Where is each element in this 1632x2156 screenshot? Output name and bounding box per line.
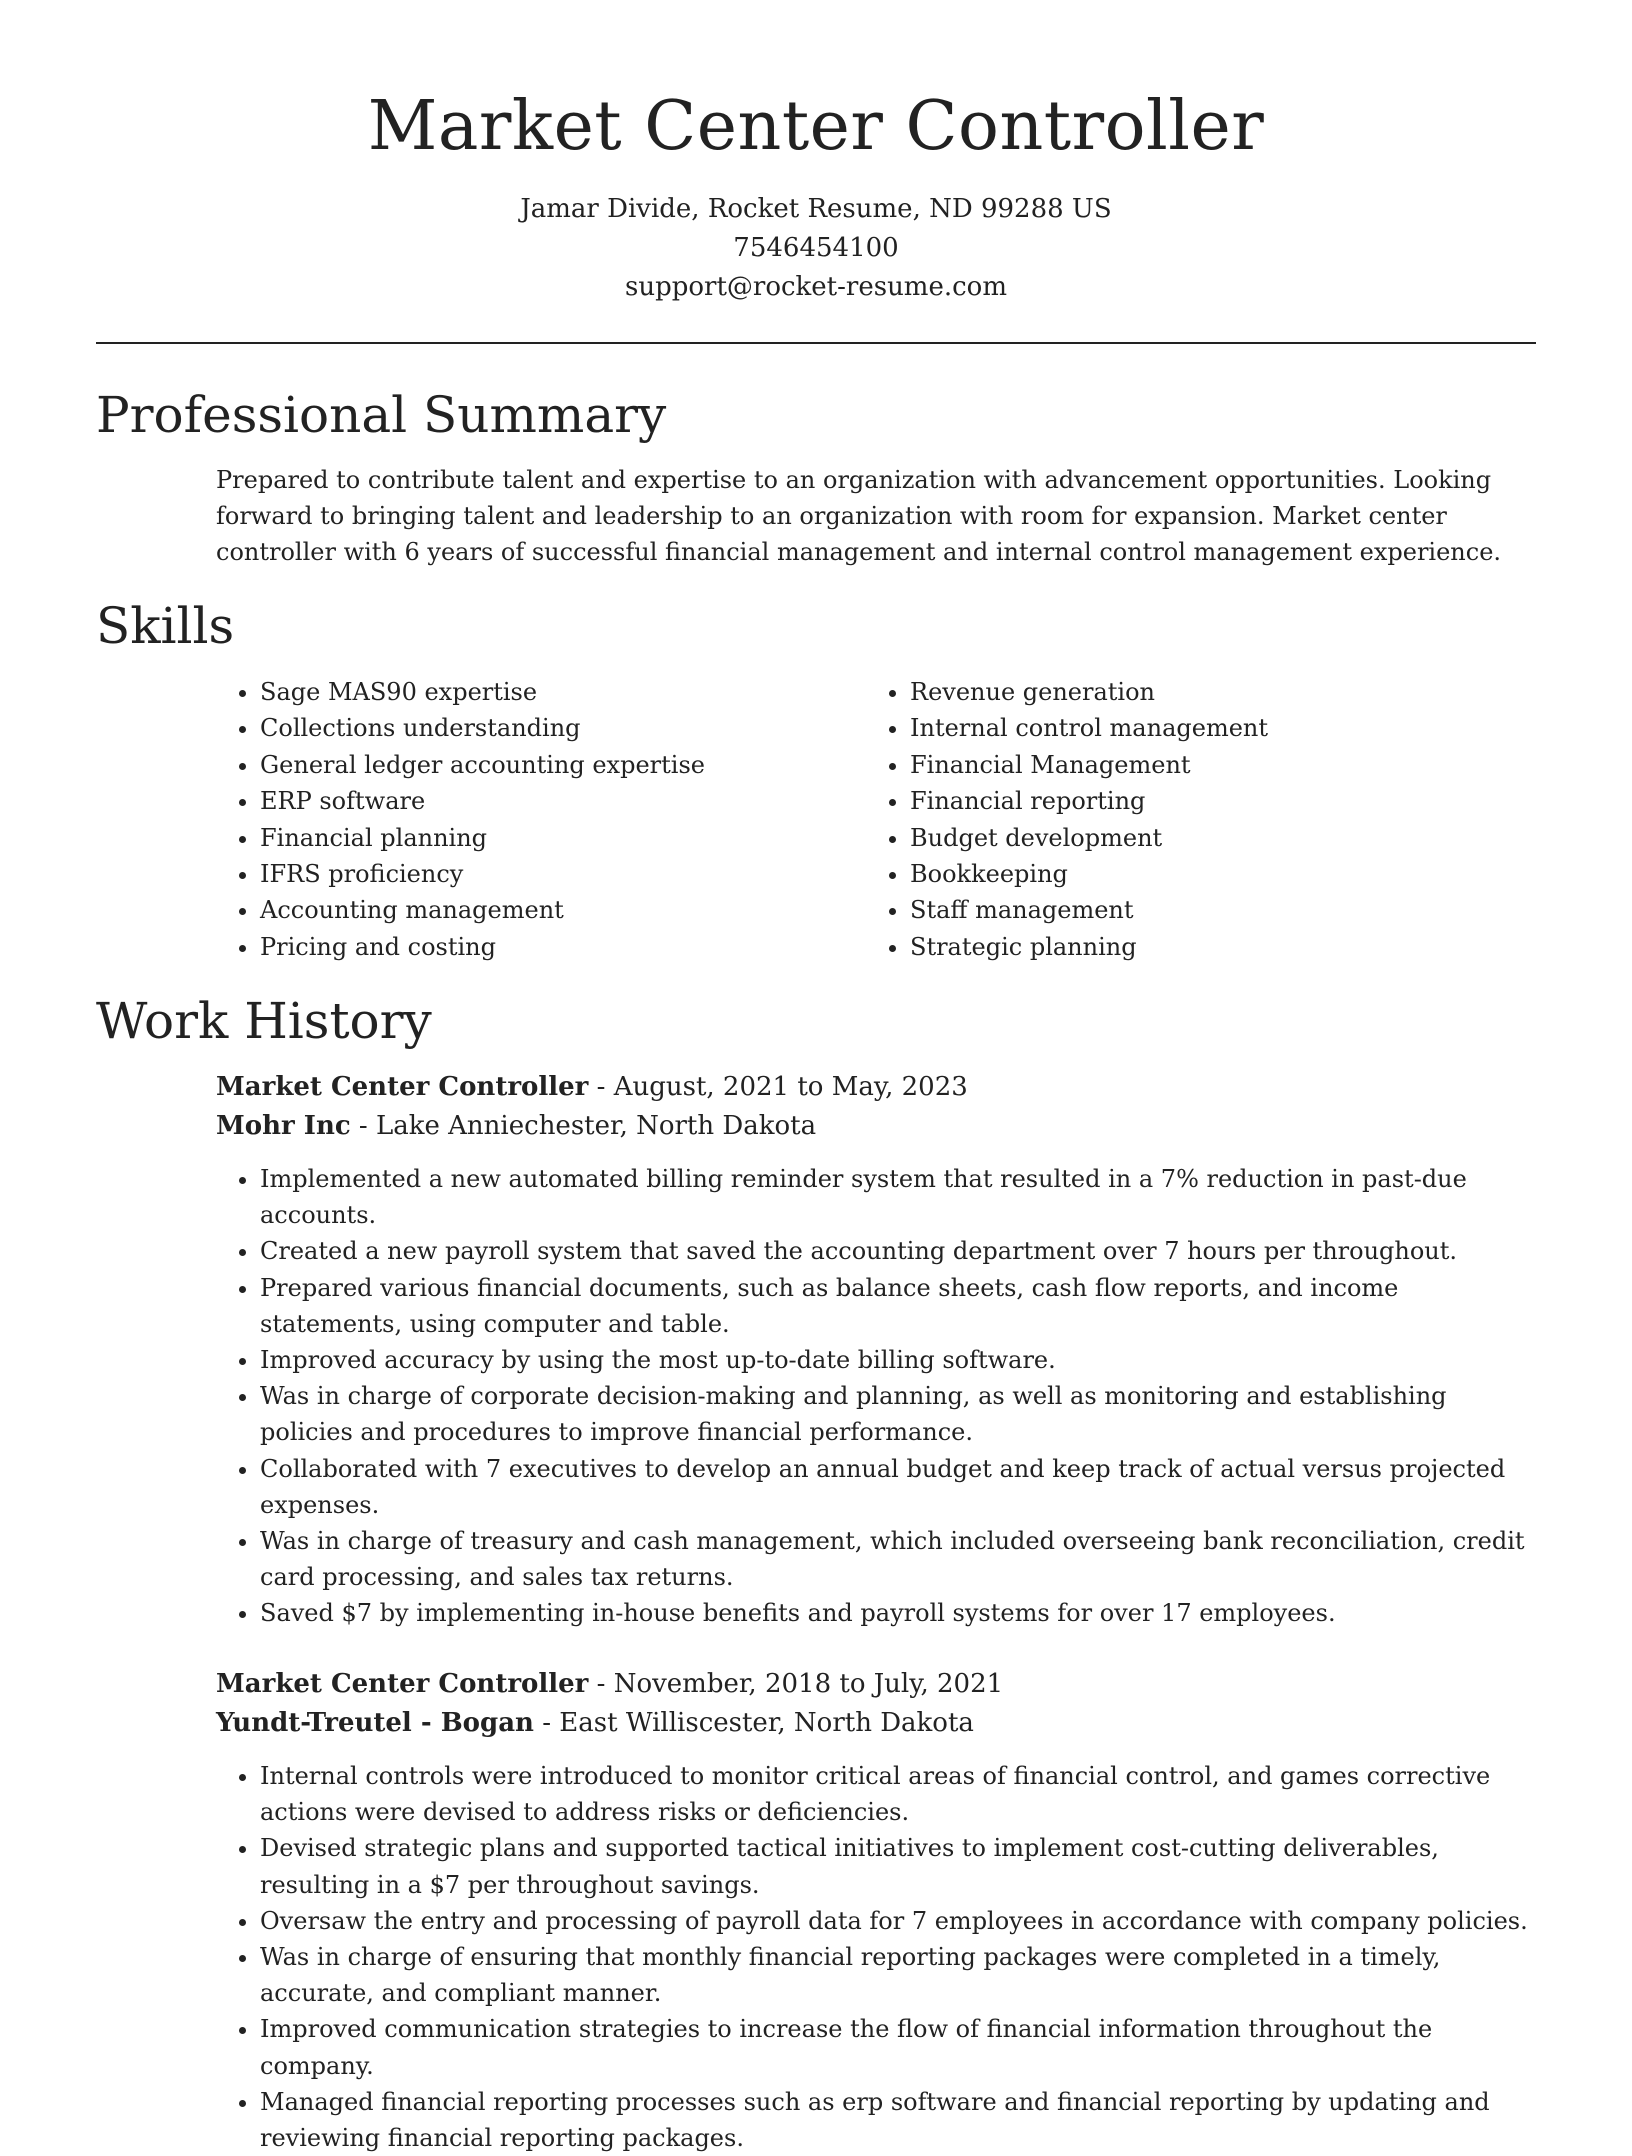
contact-address: Jamar Divide, Rocket Resume, ND 99288 US	[520, 194, 1112, 224]
job-bullet: • Improved accuracy by using the most up-to-date billing software.	[260, 1342, 1536, 1378]
skill-item: • Revenue generation	[910, 674, 1268, 710]
skill-item: • Pricing and costing	[260, 929, 705, 965]
job-company-line	[216, 1704, 1536, 1743]
job-bullet: • Saved $7 by implementing in-house benefits and payroll systems for over 17 employees.	[260, 1595, 1536, 1631]
skill-item: • Accounting management	[260, 892, 705, 928]
job-bullets	[216, 1161, 1536, 1632]
header-divider	[96, 342, 1536, 344]
job-title: Market Center Controller	[216, 1669, 589, 1699]
job-bullet: • Was in charge of corporate decision-making and planning, as well as monitoring and establishing policies and procedures to improve financial performance.	[260, 1378, 1536, 1450]
job-bullet: • Prepared various financial documents, such as balance sheets, cash flow reports, and income statements, using computer and table.	[260, 1270, 1536, 1342]
job-bullet: • Devised strategic plans and supported tactical initiatives to implement cost-cutting deliverables, resulting in a $7 per throughout savings.	[260, 1830, 1536, 1902]
contact-phone: 7546454100	[733, 233, 899, 263]
skills-list-right	[866, 674, 1268, 965]
job-dates: - November, 2018 to July, 2021	[588, 1669, 1004, 1699]
job-dates: - August, 2021 to May, 2023	[588, 1072, 968, 1102]
job-bullet: • Improved communication strategies to increase the flow of financial information throughout the company.	[260, 2011, 1536, 2083]
skill-item: • Bookkeeping	[910, 856, 1268, 892]
skill-item: • Financial Management	[910, 747, 1268, 783]
job-company: Mohr Inc	[216, 1111, 351, 1141]
summary-text: Prepared to contribute talent and expertise to an organization with advancement opportunities. Looking forward to bringing talent and leadership to an organization with room for expansion. Market center controller with 6 years of successful financial management and internal control management experience.	[216, 466, 1502, 567]
skill-item: • Financial reporting	[910, 783, 1268, 819]
job-bullet: • Collaborated with 7 executives to develop an annual budget and keep track of actual versus projected expenses.	[260, 1451, 1536, 1523]
job-title: Market Center Controller	[216, 1072, 589, 1102]
job-bullets	[216, 1758, 1536, 2156]
skill-item: • Budget development	[910, 820, 1268, 856]
skill-item: • IFRS proficiency	[260, 856, 705, 892]
skill-item: • Strategic planning	[910, 929, 1268, 965]
contact-info	[0, 190, 1632, 307]
job-company-line	[216, 1107, 1536, 1146]
contact-email: support@rocket-resume.com	[624, 272, 1007, 302]
job-title-line	[216, 1665, 1536, 1704]
job-bullet: • Was in charge of treasury and cash management, which included overseeing bank reconciliation, credit card processing, and sales tax returns.	[260, 1523, 1536, 1595]
job-bullet: • Managed financial reporting processes such as erp software and financial reporting by updating and reviewing financial reporting packages.	[260, 2084, 1536, 2156]
skill-item: • Staff management	[910, 892, 1268, 928]
job-bullet: • Was in charge of ensuring that monthly financial reporting packages were completed in a timely, accurate, and compliant manner.	[260, 1939, 1536, 2011]
job-bullet: • Implemented a new automated billing reminder system that resulted in a 7% reduction in past-due accounts.	[260, 1161, 1536, 1233]
skill-item: • ERP software	[260, 783, 705, 819]
job-title-line	[216, 1068, 1536, 1107]
skill-item: • General ledger accounting expertise	[260, 747, 705, 783]
section-heading-summary: Professional Summary	[96, 386, 667, 444]
section-heading-skills: Skills	[96, 597, 235, 655]
job-location: - East Williscester, North Dakota	[533, 1708, 974, 1738]
section-heading-work-history: Work History	[96, 992, 432, 1050]
job-company: Yundt-Treutel - Bogan	[216, 1708, 534, 1738]
skills-list-left	[216, 674, 705, 965]
job-bullet: • Oversaw the entry and processing of payroll data for 7 employees in accordance with company policies.	[260, 1903, 1536, 1939]
job-entry	[216, 1665, 1536, 2156]
candidate-name: Market Center Controller	[367, 87, 1265, 166]
job-bullet: • Internal controls were introduced to monitor critical areas of financial control, and games corrective actions were devised to address risks or deficiencies.	[260, 1758, 1536, 1830]
skill-item: • Sage MAS90 expertise	[260, 674, 705, 710]
skill-item: • Internal control management	[910, 710, 1268, 746]
job-entry	[216, 1068, 1536, 1632]
skill-item: • Financial planning	[260, 820, 705, 856]
job-bullet: • Created a new payroll system that saved the accounting department over 7 hours per throughout.	[260, 1233, 1536, 1269]
job-location: - Lake Anniechester, North Dakota	[350, 1111, 817, 1141]
skill-item: • Collections understanding	[260, 710, 705, 746]
